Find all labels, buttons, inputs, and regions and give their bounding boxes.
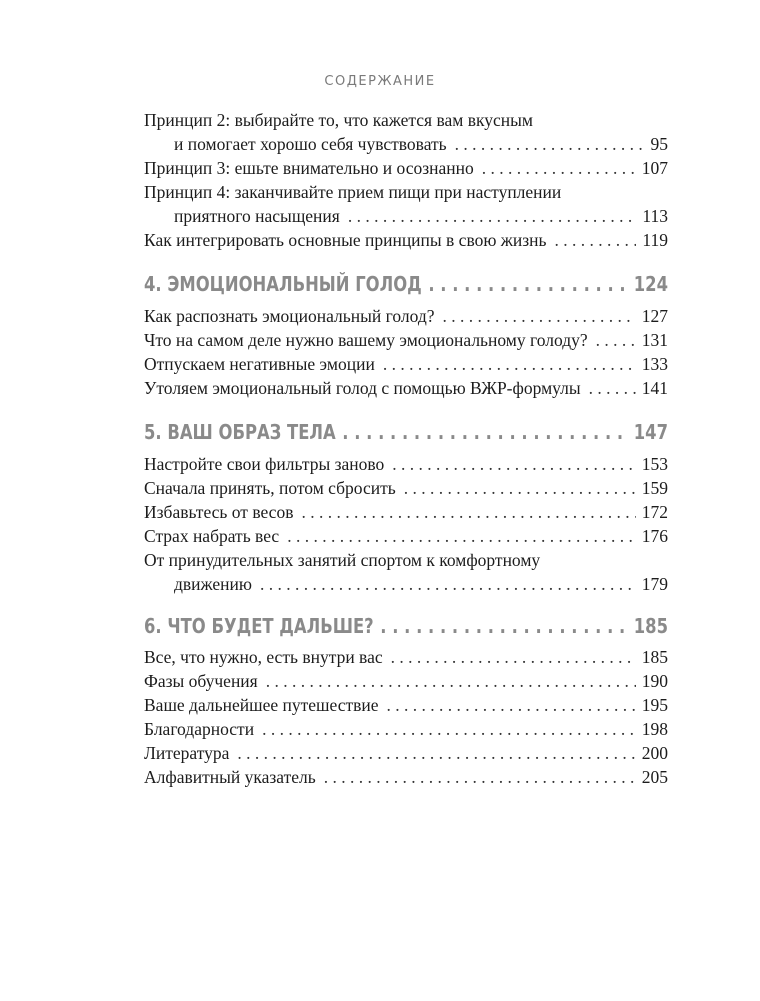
entry-page: 127 <box>641 306 668 326</box>
entry-title-line2: приятного насыщения <box>174 206 340 226</box>
dot-leader <box>260 572 636 596</box>
entry-page: 159 <box>641 478 668 498</box>
toc-entry <box>144 669 668 693</box>
chapter-heading <box>144 418 668 446</box>
entry-title: Утоляем эмоциональный голод с помощью ВЖР-формулы <box>144 378 581 398</box>
toc-entry <box>144 765 668 789</box>
entry-title-line1: От принудительных занятий спортом к комфортному <box>144 550 541 570</box>
dot-leader <box>589 376 636 400</box>
entry-title-line2: и помогает хорошо себя чувствовать <box>174 134 447 154</box>
chapter-title: 5. ВАШ ОБРАЗ ТЕЛА <box>144 420 336 444</box>
chapter-title: 4. ЭМОЦИОНАЛЬНЫЙ ГОЛОД <box>144 272 422 296</box>
entry-title: Фазы обучения <box>144 671 258 691</box>
entry-title: Как интегрировать основные принципы в свою жизнь <box>144 230 547 250</box>
entry-page: 119 <box>642 230 668 250</box>
entry-title: Сначала принять, потом сбросить <box>144 478 396 498</box>
entry-title: Все, что нужно, есть внутри вас <box>144 647 383 667</box>
toc-entry <box>144 645 668 669</box>
dot-leader <box>392 452 635 476</box>
toc-entry <box>144 352 668 376</box>
entry-title: Алфавитный указатель <box>144 767 316 787</box>
entry-title: Страх набрать вес <box>144 526 280 546</box>
entry-page: 195 <box>641 695 668 715</box>
toc-entry <box>144 376 668 400</box>
entry-title-line1: Принцип 2: выбирайте то, что кажется вам вкусным <box>144 110 533 130</box>
dot-leader <box>383 352 636 376</box>
toc-entry <box>144 717 668 741</box>
chapter-page: 147 <box>633 420 668 444</box>
toc-entry <box>144 741 668 765</box>
entry-page: 172 <box>641 502 668 522</box>
entry-title: Литература <box>144 743 230 763</box>
entry-title: Настройте свои фильтры заново <box>144 454 385 474</box>
toc-entry <box>144 156 668 180</box>
entry-page: 185 <box>641 647 668 667</box>
entry-title: Как распознать эмоциональный голод? <box>144 306 435 326</box>
entry-title: Ваше дальнейшее путешествие <box>144 695 379 715</box>
dot-leader <box>262 717 636 741</box>
dot-leader <box>342 418 627 446</box>
dot-leader <box>324 765 636 789</box>
dot-leader <box>455 132 645 156</box>
dot-leader <box>237 741 635 765</box>
dot-leader <box>596 328 636 352</box>
entry-title-line2: движению <box>174 574 252 594</box>
entry-page: 205 <box>641 767 668 787</box>
dot-leader <box>301 500 635 524</box>
entry-page: 176 <box>641 526 668 546</box>
dot-leader <box>387 693 636 717</box>
toc-entry <box>144 524 668 548</box>
toc-entry <box>144 228 668 252</box>
toc-entry <box>144 693 668 717</box>
toc-entry <box>144 548 668 596</box>
dot-leader <box>380 612 627 640</box>
dot-leader <box>404 476 636 500</box>
dot-leader <box>287 524 636 548</box>
toc-entry <box>144 328 668 352</box>
entry-page: 153 <box>641 454 668 474</box>
dot-leader <box>482 156 636 180</box>
entry-page: 113 <box>642 206 668 226</box>
running-head: СОДЕРЖАНИЕ <box>324 74 436 89</box>
toc-entry <box>144 500 668 524</box>
entry-page: 190 <box>641 671 668 691</box>
entry-title: Благодарности <box>144 719 255 739</box>
dot-leader <box>443 304 636 328</box>
entry-page: 131 <box>641 330 668 350</box>
entry-title: Избавьтесь от весов <box>144 502 294 522</box>
chapter-page: 124 <box>633 272 668 296</box>
entry-page: 200 <box>641 743 668 763</box>
dot-leader <box>348 204 637 228</box>
entry-title-line1: Принцип 4: заканчивайте прием пищи при наступлении <box>144 182 562 202</box>
chapter-page: 185 <box>633 614 668 638</box>
toc-entry <box>144 180 668 228</box>
toc-entry <box>144 452 668 476</box>
dot-leader <box>555 228 637 252</box>
toc-entry <box>144 304 668 328</box>
entry-page: 107 <box>641 158 668 178</box>
dot-leader <box>391 645 636 669</box>
chapter-heading <box>144 612 668 640</box>
entry-title: Что на самом деле нужно вашему эмоциональному голоду? <box>144 330 588 350</box>
entry-page: 179 <box>641 574 668 594</box>
entry-page: 141 <box>641 378 668 398</box>
toc-entry <box>144 476 668 500</box>
dot-leader <box>266 669 636 693</box>
entry-page: 95 <box>650 134 668 154</box>
entry-title: Принцип 3: ешьте внимательно и осознанно <box>144 158 474 178</box>
dot-leader <box>428 270 627 298</box>
toc-entry <box>144 108 668 156</box>
entry-title: Отпускаем негативные эмоции <box>144 354 375 374</box>
chapter-title: 6. ЧТО БУДЕТ ДАЛЬШЕ? <box>144 614 374 638</box>
entry-page: 133 <box>641 354 668 374</box>
entry-page: 198 <box>641 719 668 739</box>
chapter-heading <box>144 270 668 298</box>
